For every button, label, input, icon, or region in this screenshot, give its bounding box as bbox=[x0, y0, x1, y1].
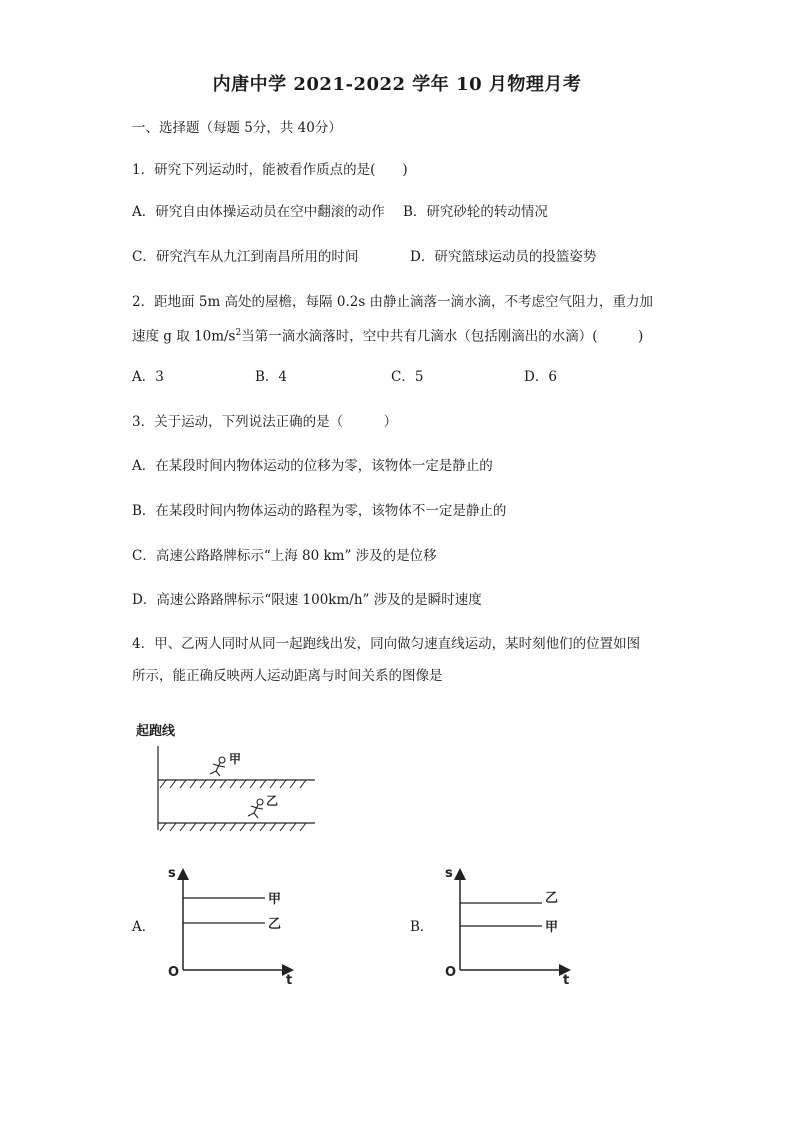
q2-option-d: D．6 bbox=[524, 369, 557, 385]
q3-option-a: A．在某段时间内物体运动的位移为零，该物体一定是静止的 bbox=[132, 458, 493, 474]
q4-option-a-label: A． bbox=[132, 919, 156, 935]
q1-option-b: B．研究砂轮的转动情况 bbox=[403, 204, 548, 220]
runner-yi-label: 乙 bbox=[266, 794, 279, 808]
graph-b-upper-label: 乙 bbox=[545, 891, 559, 906]
q3-stem: 3．关于运动，下列说法正确的是（ ） bbox=[132, 414, 398, 430]
graph-b-lower-label: 甲 bbox=[545, 920, 559, 935]
q2-option-a: A．3 bbox=[132, 369, 164, 385]
q2-line2-suffix: 当第一滴水滴落时，空中共有几滴水（包括刚滴出的水滴）( ) bbox=[241, 328, 644, 345]
graph-a-t-label: t bbox=[286, 973, 293, 985]
graph-b-t-label: t bbox=[563, 973, 570, 985]
q4-graph-b bbox=[437, 860, 577, 985]
q2-option-b: B．4 bbox=[255, 369, 288, 385]
q1-stem: 1．研究下列运动时，能被看作质点的是( ) bbox=[132, 162, 408, 178]
lane-hatching-upper bbox=[160, 780, 306, 788]
runner-jia-label: 甲 bbox=[229, 752, 242, 766]
q1-option-a: A．研究自由体操运动员在空中翻滚的动作 bbox=[132, 204, 385, 220]
q2-stem-line2 bbox=[132, 323, 643, 347]
q4-graph-a bbox=[160, 860, 300, 985]
graph-b-s-label: s bbox=[445, 866, 453, 881]
q4-stem-line2: 所示，能正确反映两人运动距离与时间关系的图像是 bbox=[132, 668, 443, 684]
graph-a-lower-label: 乙 bbox=[268, 917, 282, 932]
runner-yi-icon bbox=[248, 799, 263, 818]
q3-option-c: C．高速公路路牌标示“上海 80 km” 涉及的是位移 bbox=[132, 548, 437, 564]
page-title: 内唐中学 2021-2022 学年 10 月物理月考 bbox=[212, 74, 582, 95]
q2-stem-line1: 2．距地面 5m 高处的屋檐，每隔 0.2s 由静止滴落一滴水滴，不考虑空气阻力，重力加 bbox=[132, 294, 654, 310]
graph-a-origin: O bbox=[168, 965, 180, 980]
graph-a-s-label: s bbox=[168, 866, 176, 881]
start-line-label: 起跑线 bbox=[136, 724, 176, 739]
runner-jia-icon bbox=[210, 757, 225, 776]
lane-hatching-lower bbox=[160, 823, 306, 831]
q1-option-d: D．研究篮球运动员的投篮姿势 bbox=[410, 249, 597, 265]
q4-stem-line1: 4．甲、乙两人同时从同一起跑线出发，同向做匀速直线运动，某时刻他们的位置如图 bbox=[132, 636, 641, 652]
graph-a-upper-label: 甲 bbox=[268, 892, 282, 907]
start-line-figure bbox=[150, 740, 330, 840]
q1-option-c: C．研究汽车从九江到南昌所用的时间 bbox=[132, 249, 359, 265]
q4-option-b-label: B． bbox=[410, 919, 434, 935]
section-header: 一、选择题（每题 5分，共 40分） bbox=[132, 120, 342, 136]
q2-line2-prefix: 速度 g 取 10m/s bbox=[132, 328, 236, 345]
q2-line2-sup: 2 bbox=[235, 328, 242, 338]
q3-option-d: D．高速公路路牌标示“限速 100km/h” 涉及的是瞬时速度 bbox=[132, 592, 482, 608]
q3-option-b: B．在某段时间内物体运动的路程为零，该物体不一定是静止的 bbox=[132, 503, 507, 519]
q2-option-c: C．5 bbox=[391, 369, 424, 385]
graph-b-origin: O bbox=[445, 965, 457, 980]
